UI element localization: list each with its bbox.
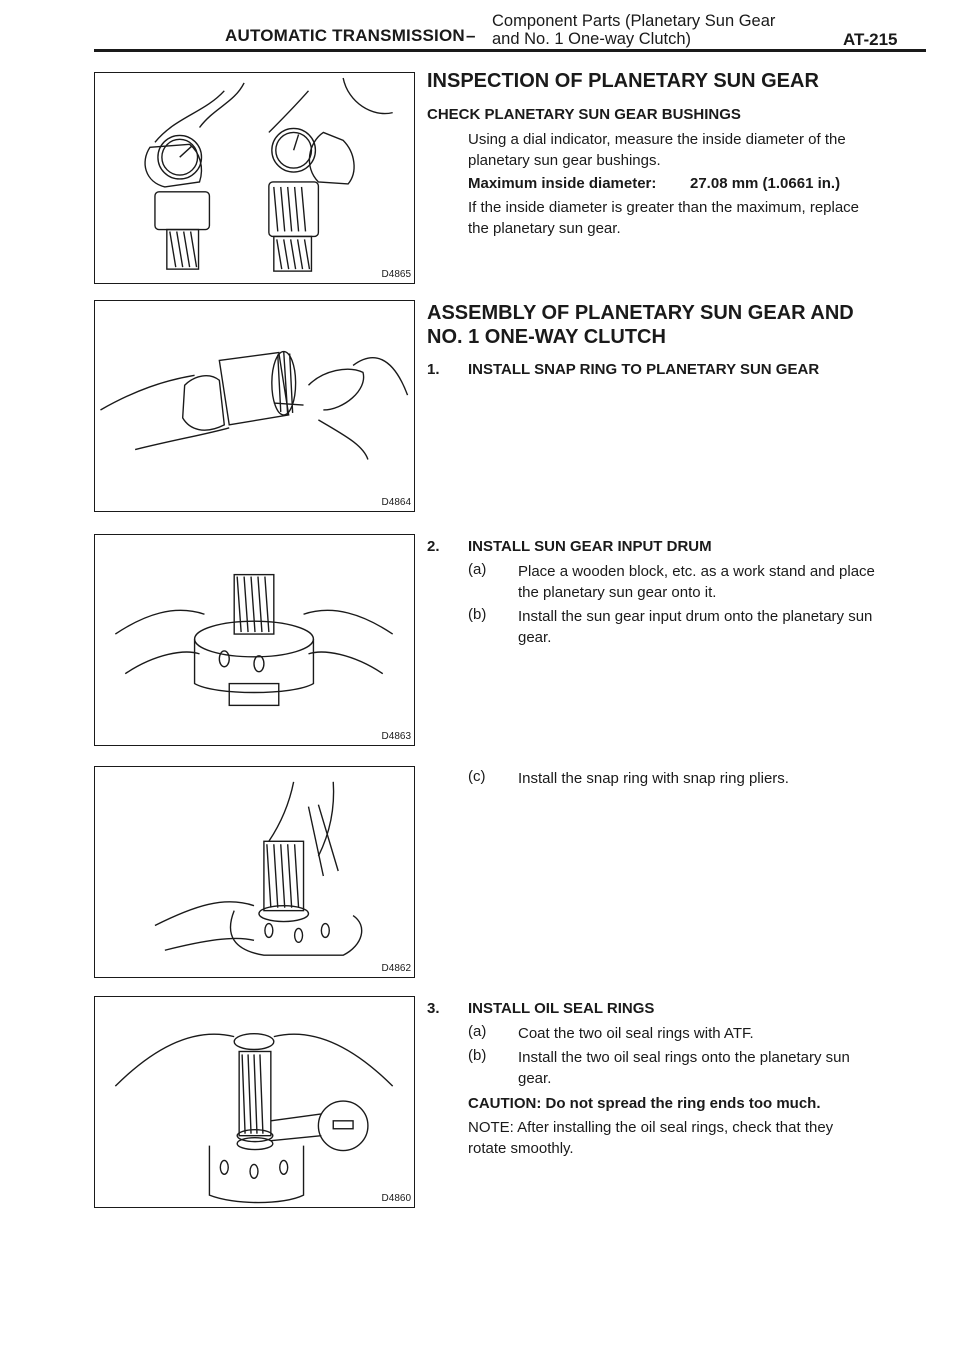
inspection-subheading: CHECK PLANETARY SUN GEAR BUSHINGS [427, 106, 741, 123]
step3-b-line2: gear. [518, 1070, 552, 1087]
header-rule [94, 49, 926, 52]
header-dash: – [466, 26, 476, 45]
inspection-line3: If the inside diameter is greater than the maximum, replace [468, 199, 860, 216]
step2-c-label: (c) [468, 768, 486, 785]
dial-indicator-illustration [95, 73, 414, 283]
inspection-line4: the planetary sun gear. [468, 220, 621, 237]
figure-install-snap-ring [94, 300, 415, 512]
snap-ring-pliers-illustration [95, 767, 414, 977]
figure-code: D4864 [381, 497, 411, 508]
step3-a-line1: Coat the two oil seal rings with ATF. [518, 1025, 754, 1042]
header-subtitle-line1: Component Parts (Planetary Sun Gear [492, 12, 776, 30]
oil-seal-rings-illustration [95, 997, 414, 1207]
note-line1: NOTE: After installing the oil seal rings, check that they [468, 1119, 834, 1136]
figure-code: D4865 [381, 269, 411, 280]
figure-code: D4862 [381, 963, 411, 974]
step2-a-line1: Place a wooden block, etc. as a work stand and place [518, 563, 875, 580]
inspection-line1: Using a dial indicator, measure the inside diameter of the [468, 131, 846, 148]
assembly-heading-line2: NO. 1 ONE-WAY CLUTCH [427, 326, 666, 348]
step3-b-label: (b) [468, 1047, 487, 1064]
caution-text: CAUTION: Do not spread the ring ends too much. [468, 1095, 821, 1112]
header-title: AUTOMATIC TRANSMISSION [225, 26, 465, 45]
note-line2: rotate smoothly. [468, 1140, 574, 1157]
step2-b-label: (b) [468, 606, 487, 623]
step3-a-label: (a) [468, 1023, 487, 1040]
assembly-heading-line1: ASSEMBLY OF PLANETARY SUN GEAR AND [427, 302, 854, 324]
step3-number: 3. [427, 1000, 440, 1017]
page-number: AT-215 [843, 30, 898, 49]
max-diameter-label: Maximum inside diameter: [468, 175, 657, 192]
step3-title: INSTALL OIL SEAL RINGS [468, 1000, 655, 1017]
step2-a-label: (a) [468, 561, 487, 578]
step2-a-line2: the planetary sun gear onto it. [518, 584, 717, 601]
header-subtitle-line2: and No. 1 One-way Clutch) [492, 30, 692, 48]
figure-dial-indicator [94, 72, 415, 284]
max-diameter-value: 27.08 mm (1.0661 in.) [690, 175, 841, 192]
step2-title: INSTALL SUN GEAR INPUT DRUM [468, 538, 712, 555]
step1-title: INSTALL SNAP RING TO PLANETARY SUN GEAR [468, 361, 820, 378]
input-drum-illustration [95, 535, 414, 745]
step2-b-line2: gear. [518, 629, 552, 646]
step2-c-line1: Install the snap ring with snap ring pliers. [518, 770, 789, 787]
step2-number: 2. [427, 538, 440, 555]
figure-snap-ring-pliers [94, 766, 415, 978]
inspection-heading: INSPECTION OF PLANETARY SUN GEAR [427, 70, 819, 92]
step1-number: 1. [427, 361, 440, 378]
inspection-line2: planetary sun gear bushings. [468, 152, 661, 169]
figure-oil-seal-rings [94, 996, 415, 1208]
figure-code: D4863 [381, 731, 411, 742]
step3-b-line1: Install the two oil seal rings onto the planetary sun [518, 1049, 850, 1066]
figure-install-input-drum [94, 534, 415, 746]
step2-b-line1: Install the sun gear input drum onto the planetary sun [518, 608, 873, 625]
snap-ring-illustration [95, 301, 414, 511]
figure-code: D4860 [381, 1193, 411, 1204]
